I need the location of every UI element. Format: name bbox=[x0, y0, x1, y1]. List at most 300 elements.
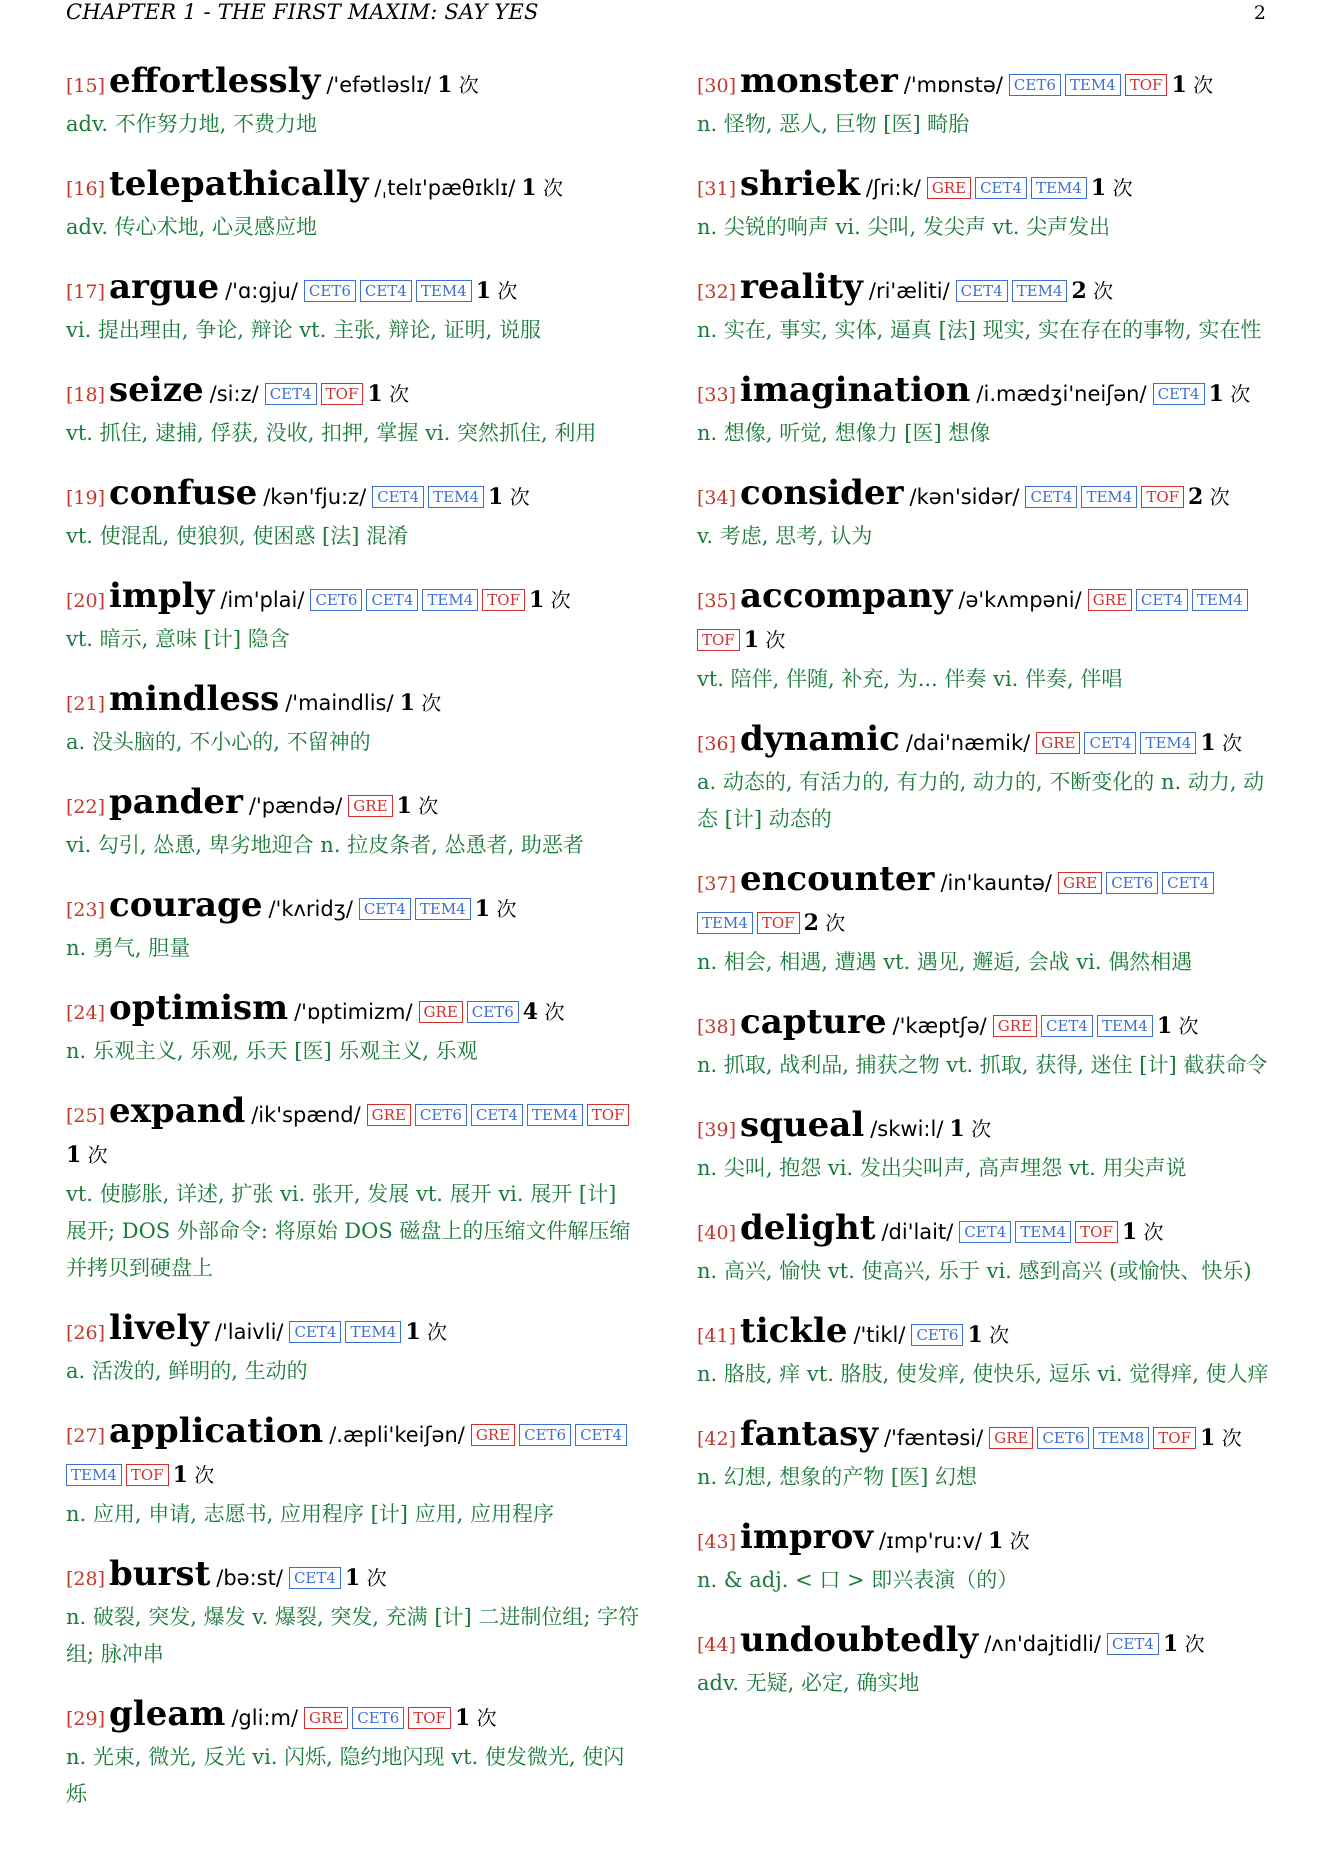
frequency-unit: 次 bbox=[1093, 279, 1114, 303]
phonetic: /'efətləslɪ/ bbox=[326, 73, 432, 97]
frequency-unit: 次 bbox=[418, 794, 439, 818]
entry-headline bbox=[697, 474, 1272, 518]
definition: vt. 使混乱, 使狼狈, 使困惑 [法] 混淆 bbox=[66, 524, 409, 548]
exam-tags bbox=[956, 283, 1072, 302]
frequency-count bbox=[1071, 279, 1113, 303]
frequency-number: 1 bbox=[1162, 1631, 1179, 1657]
frequency-count bbox=[1209, 382, 1251, 406]
vocab-entry bbox=[697, 1209, 1272, 1290]
entry-number: [24] bbox=[66, 1002, 106, 1024]
frequency-number: 1 bbox=[521, 175, 537, 201]
entry-headline bbox=[66, 886, 641, 930]
vocab-entry bbox=[697, 62, 1272, 143]
frequency-unit: 次 bbox=[476, 1706, 497, 1730]
vocab-entry bbox=[697, 860, 1272, 981]
exam-tag: GRE bbox=[993, 1015, 1037, 1037]
frequency-number: 1 bbox=[1200, 1425, 1216, 1451]
frequency-unit: 次 bbox=[1221, 1426, 1242, 1450]
entry-headline bbox=[66, 783, 641, 827]
frequency-count bbox=[521, 176, 563, 200]
vocab-entry bbox=[66, 1412, 641, 1533]
frequency-number: 1 bbox=[399, 690, 415, 716]
headword: consider bbox=[740, 473, 904, 513]
exam-tag: CET6 bbox=[1009, 74, 1061, 96]
entry-number: [30] bbox=[697, 75, 737, 97]
vocab-entry bbox=[697, 371, 1272, 452]
frequency-count bbox=[1171, 73, 1213, 97]
page-number: 2 bbox=[1253, 2, 1266, 24]
entry-headline bbox=[697, 1621, 1272, 1665]
entry-number: [25] bbox=[66, 1105, 106, 1127]
definition: vt. 使膨胀, 详述, 扩张 vi. 张开, 发展 vt. 展开 vi. 展开 [计] 展开; DOS 外部命令: 将原始 DOS 磁盘上的压缩文件解压缩并拷贝到硬盘上 bbox=[66, 1182, 631, 1280]
frequency-number: 1 bbox=[743, 627, 760, 653]
phonetic: /'mɒnstə/ bbox=[903, 73, 1003, 97]
frequency-count bbox=[949, 1117, 991, 1141]
frequency-unit: 次 bbox=[1178, 1014, 1199, 1038]
right-column bbox=[697, 62, 1272, 1702]
definition: adv. 无疑, 必定, 确实地 bbox=[697, 1671, 920, 1695]
frequency-number: 1 bbox=[949, 1116, 965, 1142]
definition: adv. 不作努力地, 不费力地 bbox=[66, 112, 318, 136]
entry-number: [28] bbox=[66, 1568, 106, 1590]
entry-headline bbox=[697, 1209, 1272, 1253]
definition: a. 没头脑的, 不小心的, 不留神的 bbox=[66, 730, 371, 754]
definition: n. 相会, 相遇, 遭遇 vt. 遇见, 邂逅, 会战 vi. 偶然相遇 bbox=[697, 950, 1193, 974]
exam-tags bbox=[310, 592, 529, 611]
exam-tag: TEM4 bbox=[416, 280, 472, 302]
vocab-entry bbox=[66, 886, 641, 967]
headword: tickle bbox=[740, 1311, 848, 1351]
exam-tag: TEM4 bbox=[1192, 589, 1248, 611]
frequency-unit: 次 bbox=[194, 1463, 215, 1487]
exam-tag: GRE bbox=[348, 795, 392, 817]
exam-tag: GRE bbox=[989, 1427, 1033, 1449]
page-header bbox=[66, 0, 1266, 30]
exam-tag: TEM4 bbox=[527, 1104, 583, 1126]
frequency-number: 1 bbox=[172, 1462, 188, 1488]
entry-number: [35] bbox=[697, 590, 737, 612]
headword: mindless bbox=[109, 679, 280, 719]
phonetic: /si:z/ bbox=[209, 382, 259, 406]
frequency-unit: 次 bbox=[1143, 1220, 1164, 1244]
frequency-count bbox=[1091, 176, 1133, 200]
vocab-entry bbox=[66, 371, 641, 452]
entry-number: [15] bbox=[66, 75, 106, 97]
entry-number: [17] bbox=[66, 281, 106, 303]
entry-number: [23] bbox=[66, 899, 106, 921]
exam-tags bbox=[367, 1107, 634, 1126]
frequency-number: 1 bbox=[967, 1322, 983, 1348]
exam-tag: TOF bbox=[1125, 74, 1168, 96]
exam-tag: CET6 bbox=[304, 280, 356, 302]
frequency-count bbox=[475, 897, 517, 921]
frequency-count bbox=[66, 1143, 108, 1167]
exam-tag: CET4 bbox=[360, 280, 412, 302]
exam-tag: CET4 bbox=[372, 486, 424, 508]
phonetic: /ˌtelɪ'pæθɪklɪ/ bbox=[374, 176, 516, 200]
frequency-number: 1 bbox=[488, 484, 504, 510]
definition: n. 幻想, 想象的产物 [医] 幻想 bbox=[697, 1465, 977, 1489]
entry-headline bbox=[697, 1003, 1272, 1047]
vocab-entry bbox=[66, 1309, 641, 1390]
frequency-unit: 次 bbox=[1193, 73, 1214, 97]
headword: dynamic bbox=[740, 719, 900, 759]
exam-tag: CET4 bbox=[575, 1424, 627, 1446]
entry-number: [41] bbox=[697, 1325, 737, 1347]
phonetic: /kən'sidər/ bbox=[909, 485, 1020, 509]
definition: vt. 抓住, 逮捕, 俘获, 没收, 扣押, 掌握 vi. 突然抓住, 利用 bbox=[66, 421, 597, 445]
frequency-unit: 次 bbox=[1230, 382, 1251, 406]
entry-number: [16] bbox=[66, 178, 106, 200]
entry-headline bbox=[697, 165, 1272, 209]
vocab-entry bbox=[66, 577, 641, 658]
frequency-number: 2 bbox=[803, 910, 819, 936]
exam-tags bbox=[993, 1018, 1157, 1037]
vocab-entry bbox=[66, 1695, 641, 1813]
exam-tag: CET6 bbox=[467, 1001, 519, 1023]
exam-tag: CET4 bbox=[289, 1567, 341, 1589]
frequency-number: 1 bbox=[475, 278, 492, 304]
exam-tag: GRE bbox=[1058, 872, 1102, 894]
frequency-number: 1 bbox=[367, 381, 383, 407]
definition: n. 想像, 听觉, 想像力 [医] 想像 bbox=[697, 421, 991, 445]
entry-number: [27] bbox=[66, 1425, 106, 1447]
frequency-number: 1 bbox=[529, 587, 545, 613]
left-column bbox=[66, 62, 641, 1813]
exam-tag: TEM8 bbox=[1093, 1427, 1149, 1449]
phonetic: /'laivli/ bbox=[214, 1320, 284, 1344]
headword: confuse bbox=[109, 473, 258, 513]
definition: n. 破裂, 突发, 爆发 v. 爆裂, 突发, 充满 [计] 二进制位组; 字符组; 脉冲串 bbox=[66, 1605, 640, 1666]
exam-tags bbox=[359, 901, 475, 920]
frequency-count bbox=[1122, 1220, 1164, 1244]
entry-headline bbox=[66, 1092, 641, 1176]
vocab-entry bbox=[66, 989, 641, 1070]
vocab-entry bbox=[66, 783, 641, 864]
exam-tag: TEM4 bbox=[1015, 1221, 1071, 1243]
exam-tag: GRE bbox=[1036, 732, 1080, 754]
exam-tag: TOF bbox=[587, 1104, 630, 1126]
frequency-count bbox=[529, 588, 571, 612]
exam-tag: CET4 bbox=[1041, 1015, 1093, 1037]
definition: v. 考虑, 思考, 认为 bbox=[697, 524, 873, 548]
entry-headline bbox=[697, 720, 1272, 764]
vocab-entry bbox=[66, 1092, 641, 1287]
phonetic: /im'plai/ bbox=[220, 588, 305, 612]
vocab-entry bbox=[697, 577, 1272, 698]
definition: n. 勇气, 胆量 bbox=[66, 936, 191, 960]
exam-tag: CET4 bbox=[959, 1221, 1011, 1243]
exam-tag: CET6 bbox=[310, 589, 362, 611]
frequency-unit: 次 bbox=[497, 279, 518, 303]
frequency-number: 1 bbox=[988, 1528, 1004, 1554]
phonetic: /ə'kʌmpəni/ bbox=[958, 588, 1082, 612]
exam-tag: CET4 bbox=[1025, 486, 1077, 508]
exam-tag: TEM4 bbox=[1140, 732, 1196, 754]
entry-number: [37] bbox=[697, 873, 737, 895]
vocab-entry bbox=[697, 1003, 1272, 1084]
definition: n. 高兴, 愉快 vt. 使高兴, 乐于 vi. 感到高兴 (或愉快、快乐) bbox=[697, 1259, 1252, 1283]
entry-number: [38] bbox=[697, 1016, 737, 1038]
frequency-count bbox=[1200, 1426, 1242, 1450]
frequency-number: 1 bbox=[66, 1142, 82, 1168]
phonetic: /'kæptʃə/ bbox=[892, 1014, 987, 1038]
exam-tag: TEM4 bbox=[697, 912, 753, 934]
exam-tag: TEM4 bbox=[1065, 74, 1121, 96]
exam-tag: TEM4 bbox=[1097, 1015, 1153, 1037]
frequency-count bbox=[397, 794, 439, 818]
phonetic: /dai'næmik/ bbox=[905, 731, 1031, 755]
frequency-unit: 次 bbox=[1221, 731, 1242, 755]
vocab-entry bbox=[66, 268, 641, 349]
frequency-unit: 次 bbox=[544, 1000, 565, 1024]
phonetic: /gli:m/ bbox=[231, 1706, 299, 1730]
headword: courage bbox=[109, 885, 263, 925]
phonetic: /ʃri:k/ bbox=[865, 176, 921, 200]
frequency-count bbox=[455, 1706, 497, 1730]
definition: n. 抓取, 战利品, 捕获之物 vt. 抓取, 获得, 迷住 [计] 截获命令 bbox=[697, 1053, 1268, 1077]
exam-tag: TEM4 bbox=[345, 1321, 401, 1343]
headword: delight bbox=[740, 1208, 876, 1248]
headword: squeal bbox=[740, 1105, 865, 1145]
entry-number: [32] bbox=[697, 281, 737, 303]
exam-tag: CET4 bbox=[975, 177, 1027, 199]
definition: n. 尖叫, 抱怨 vi. 发出尖叫声, 高声埋怨 vt. 用尖声说 bbox=[697, 1156, 1187, 1180]
entry-number: [34] bbox=[697, 487, 737, 509]
exam-tag: TOF bbox=[757, 912, 800, 934]
exam-tag: TEM4 bbox=[415, 898, 471, 920]
exam-tag: GRE bbox=[367, 1104, 411, 1126]
entry-headline bbox=[66, 474, 641, 518]
entry-number: [31] bbox=[697, 178, 737, 200]
entry-headline bbox=[697, 268, 1272, 312]
entry-number: [21] bbox=[66, 693, 106, 715]
vocab-entry bbox=[697, 268, 1272, 349]
exam-tag: CET4 bbox=[1107, 1633, 1159, 1655]
vocab-entry bbox=[697, 474, 1272, 555]
frequency-number: 1 bbox=[1090, 175, 1107, 201]
entry-number: [29] bbox=[66, 1708, 106, 1730]
vocab-entry bbox=[66, 680, 641, 761]
entry-headline bbox=[697, 1106, 1272, 1150]
exam-tag: TEM4 bbox=[422, 589, 478, 611]
vocab-entry bbox=[697, 720, 1272, 838]
definition: n. 乐观主义, 乐观, 乐天 [医] 乐观主义, 乐观 bbox=[66, 1039, 478, 1063]
entry-number: [20] bbox=[66, 590, 106, 612]
frequency-count bbox=[345, 1566, 387, 1590]
frequency-number: 4 bbox=[522, 999, 539, 1025]
frequency-unit: 次 bbox=[1209, 485, 1230, 509]
frequency-count bbox=[476, 279, 518, 303]
frequency-count bbox=[744, 628, 786, 652]
entry-headline bbox=[66, 268, 641, 312]
definition: vi. 提出理由, 争论, 辩论 vt. 主张, 辩论, 证明, 说服 bbox=[66, 318, 542, 342]
phonetic: /ik'spænd/ bbox=[251, 1103, 361, 1127]
exam-tag: CET4 bbox=[1162, 872, 1214, 894]
definition: a. 动态的, 有活力的, 有力的, 动力的, 不断变化的 n. 动力, 动态 [计] 动态的 bbox=[697, 770, 1265, 831]
phonetic: /'ɒptimizm/ bbox=[294, 1000, 413, 1024]
exam-tag: CET4 bbox=[265, 383, 317, 405]
frequency-unit: 次 bbox=[427, 1320, 447, 1344]
definition: n. 应用, 申请, 志愿书, 应用程序 [计] 应用, 应用程序 bbox=[66, 1502, 555, 1526]
entry-number: [42] bbox=[697, 1428, 737, 1450]
entry-number: [36] bbox=[697, 733, 737, 755]
exam-tag: TOF bbox=[321, 383, 364, 405]
vocab-entry bbox=[697, 1621, 1272, 1702]
exam-tag: TOF bbox=[1075, 1221, 1118, 1243]
headword: fantasy bbox=[740, 1414, 879, 1454]
vocab-entry bbox=[697, 1415, 1272, 1496]
headword: argue bbox=[109, 267, 220, 307]
exam-tag: TOF bbox=[1153, 1427, 1196, 1449]
exam-tag: CET4 bbox=[359, 898, 411, 920]
entry-headline bbox=[66, 680, 641, 724]
frequency-count bbox=[988, 1529, 1030, 1553]
vocab-entry bbox=[66, 62, 641, 143]
frequency-number: 1 bbox=[1208, 381, 1224, 407]
frequency-unit: 次 bbox=[509, 485, 530, 509]
entry-headline bbox=[697, 860, 1272, 944]
headword: encounter bbox=[740, 859, 935, 899]
entry-headline bbox=[697, 371, 1272, 415]
headword: effortlessly bbox=[109, 61, 321, 101]
entry-headline bbox=[66, 577, 641, 621]
exam-tag: TEM4 bbox=[1031, 177, 1087, 199]
frequency-count bbox=[488, 485, 530, 509]
frequency-number: 1 bbox=[396, 793, 412, 819]
exam-tags bbox=[927, 180, 1091, 199]
phonetic: /ri'æliti/ bbox=[868, 279, 950, 303]
frequency-number: 2 bbox=[1188, 484, 1204, 510]
exam-tag: CET4 bbox=[1084, 732, 1136, 754]
phonetic: /'kʌridʒ/ bbox=[268, 897, 353, 921]
vocab-entry bbox=[66, 165, 641, 246]
exam-tag: CET6 bbox=[911, 1324, 963, 1346]
exam-tag: TEM4 bbox=[66, 1464, 122, 1486]
headword: imagination bbox=[740, 370, 971, 410]
frequency-number: 1 bbox=[437, 72, 453, 98]
definition: n. 尖锐的响声 vi. 尖叫, 发尖声 vt. 尖声发出 bbox=[697, 215, 1111, 239]
headword: accompany bbox=[740, 576, 953, 616]
entry-headline bbox=[66, 62, 641, 106]
exam-tags bbox=[289, 1324, 405, 1343]
phonetic: /kən'fju:z/ bbox=[263, 485, 367, 509]
exam-tag: GRE bbox=[1088, 589, 1132, 611]
headword: optimism bbox=[109, 988, 289, 1028]
headword: telepathically bbox=[109, 164, 369, 204]
exam-tag: TOF bbox=[126, 1464, 169, 1486]
phonetic: /skwi:l/ bbox=[870, 1117, 944, 1141]
frequency-number: 1 bbox=[1200, 730, 1216, 756]
frequency-unit: 次 bbox=[550, 588, 571, 612]
entry-headline bbox=[697, 1518, 1272, 1562]
definition: n. 光束, 微光, 反光 vi. 闪烁, 隐约地闪现 vt. 使发微光, 使闪烁 bbox=[66, 1745, 625, 1806]
headword: shriek bbox=[740, 164, 860, 204]
frequency-number: 1 bbox=[344, 1565, 361, 1591]
exam-tags bbox=[911, 1327, 967, 1346]
phonetic: /di'lait/ bbox=[881, 1220, 954, 1244]
exam-tag: CET6 bbox=[519, 1424, 571, 1446]
phonetic: /'fæntəsi/ bbox=[884, 1426, 984, 1450]
headword: capture bbox=[740, 1002, 887, 1042]
definition: a. 活泼的, 鲜明的, 生动的 bbox=[66, 1359, 308, 1383]
frequency-unit: 次 bbox=[87, 1143, 108, 1167]
exam-tag: TEM4 bbox=[1081, 486, 1137, 508]
phonetic: /ɪmp'ru:v/ bbox=[879, 1529, 982, 1553]
definition: adv. 传心术地, 心灵感应地 bbox=[66, 215, 318, 239]
frequency-unit: 次 bbox=[421, 691, 442, 715]
exam-tag: GRE bbox=[304, 1707, 348, 1729]
exam-tag: CET4 bbox=[956, 280, 1008, 302]
frequency-unit: 次 bbox=[1009, 1529, 1030, 1553]
entry-number: [44] bbox=[697, 1634, 737, 1656]
exam-tags bbox=[419, 1004, 523, 1023]
exam-tag: TOF bbox=[408, 1707, 451, 1729]
chapter-title: CHAPTER 1 - THE FIRST MAXIM: SAY YES bbox=[66, 0, 539, 24]
vocab-entry bbox=[697, 1312, 1272, 1393]
definition: n. 怪物, 恶人, 巨物 [医] 畸胎 bbox=[697, 112, 970, 136]
frequency-count bbox=[804, 911, 846, 935]
frequency-number: 2 bbox=[1071, 278, 1087, 304]
entry-headline bbox=[66, 371, 641, 415]
exam-tag: TOF bbox=[697, 629, 740, 651]
frequency-number: 1 bbox=[1156, 1013, 1173, 1039]
vocab-entry bbox=[697, 1518, 1272, 1599]
exam-tags bbox=[348, 798, 396, 817]
headword: lively bbox=[109, 1308, 209, 1348]
exam-tag: GRE bbox=[419, 1001, 463, 1023]
frequency-number: 1 bbox=[1171, 72, 1187, 98]
entry-headline bbox=[66, 1695, 641, 1739]
frequency-unit: 次 bbox=[458, 73, 479, 97]
entry-headline bbox=[697, 62, 1272, 106]
phonetic: /'ɑ:gju/ bbox=[225, 279, 298, 303]
phonetic: /in'kauntə/ bbox=[940, 871, 1052, 895]
exam-tags bbox=[304, 1710, 455, 1729]
headword: seize bbox=[109, 370, 204, 410]
exam-tag: GRE bbox=[927, 177, 971, 199]
exam-tags bbox=[989, 1430, 1200, 1449]
entry-headline bbox=[66, 165, 641, 209]
exam-tags bbox=[1107, 1636, 1163, 1655]
headword: imply bbox=[109, 576, 215, 616]
frequency-number: 1 bbox=[454, 1705, 471, 1731]
headword: undoubtedly bbox=[740, 1620, 979, 1660]
frequency-unit: 次 bbox=[496, 897, 517, 921]
headword: burst bbox=[109, 1554, 211, 1594]
frequency-count bbox=[437, 73, 479, 97]
exam-tag: CET4 bbox=[471, 1104, 523, 1126]
phonetic: /'pændə/ bbox=[248, 794, 343, 818]
frequency-count bbox=[1188, 485, 1230, 509]
frequency-count bbox=[173, 1463, 215, 1487]
exam-tag: TEM4 bbox=[1012, 280, 1068, 302]
entry-headline bbox=[66, 1309, 641, 1353]
definition: vt. 暗示, 意味 [计] 隐含 bbox=[66, 627, 290, 651]
frequency-count bbox=[367, 382, 409, 406]
frequency-unit: 次 bbox=[366, 1566, 387, 1590]
frequency-number: 1 bbox=[1121, 1219, 1138, 1245]
exam-tag: CET6 bbox=[415, 1104, 467, 1126]
headword: application bbox=[109, 1411, 324, 1451]
definition: n. & adj. < 口 > 即兴表演（的） bbox=[697, 1568, 1019, 1592]
exam-tag: CET4 bbox=[1136, 589, 1188, 611]
exam-tag: CET4 bbox=[366, 589, 418, 611]
entry-headline bbox=[66, 989, 641, 1033]
exam-tags bbox=[959, 1224, 1122, 1243]
frequency-count bbox=[967, 1323, 1009, 1347]
exam-tags bbox=[265, 386, 368, 405]
